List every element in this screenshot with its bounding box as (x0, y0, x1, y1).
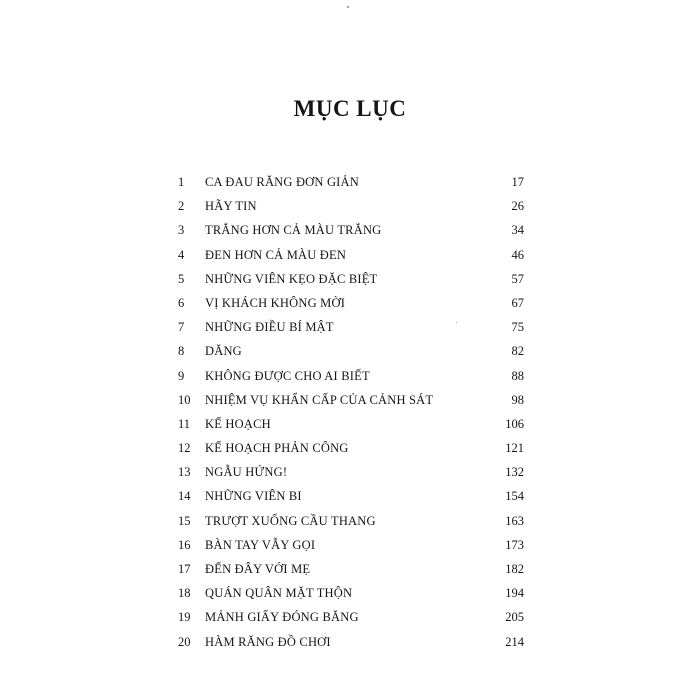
toc-entry (174, 315, 526, 339)
page-number: 67 (511, 295, 524, 310)
toc-entry (174, 509, 526, 533)
toc-entry (174, 194, 526, 218)
page-number: 98 (511, 392, 524, 407)
toc-entry (174, 218, 526, 242)
chapter-title: NHỮNG VIÊN KẸO ĐẶC BIỆT (205, 271, 378, 286)
chapter-title: NHIỆM VỤ KHẨN CẤP CỦA CẢNH SÁT (205, 392, 434, 407)
chapter-title: NHỮNG VIÊN BI (205, 489, 302, 504)
toc-entry (174, 267, 526, 291)
page-number: 88 (511, 368, 524, 383)
toc-entry (174, 291, 526, 315)
toc-entry (174, 581, 526, 605)
page-number: 154 (505, 489, 524, 504)
table-of-contents (174, 170, 526, 654)
chapter-title: CA ĐAU RĂNG ĐƠN GIẢN (205, 175, 359, 189)
page-number: 121 (505, 441, 524, 456)
page-number: 214 (505, 634, 524, 649)
chapter-number: 11 (178, 416, 191, 431)
chapter-title: QUÁN QUÂN MẶT THỘN (205, 586, 353, 601)
toc-entry (174, 484, 526, 508)
toc-entry (174, 533, 526, 557)
chapter-title: DĂNG (205, 344, 242, 359)
chapter-number: 5 (178, 271, 185, 286)
chapter-title: TRƯỢT XUỐNG CẦU THANG (205, 513, 376, 528)
chapter-number: 3 (178, 223, 185, 238)
toc-entry (174, 339, 526, 363)
chapter-title: KẾ HOẠCH PHẢN CÔNG (205, 441, 349, 456)
page-number: 17 (511, 175, 524, 189)
page-number: 182 (505, 562, 524, 576)
toc-entry (174, 388, 526, 412)
chapter-number: 12 (178, 441, 191, 456)
chapter-title: TRẮNG HƠN CẢ MÀU TRẮNG (205, 223, 382, 238)
chapter-number: 2 (178, 199, 185, 214)
page-number: 82 (511, 344, 524, 359)
page-number: 46 (511, 247, 524, 262)
page-number: 106 (505, 416, 524, 431)
chapter-number: 7 (178, 320, 185, 335)
toc-entry (174, 557, 526, 581)
chapter-title: NGẪU HỨNG! (205, 465, 288, 480)
toc-entry (174, 412, 526, 436)
chapter-number: 13 (178, 465, 191, 480)
chapter-title: VỊ KHÁCH KHÔNG MỜI (205, 295, 346, 310)
page-number: 26 (511, 199, 524, 214)
chapter-number: 6 (178, 295, 185, 310)
page-number: 75 (511, 320, 524, 335)
chapter-number: 17 (178, 562, 191, 576)
chapter-title: BÀN TAY VẪY GỌI (205, 537, 316, 552)
page-number: 34 (511, 223, 524, 238)
page-number: 163 (505, 513, 524, 528)
chapter-number: 10 (178, 392, 191, 407)
chapter-title: MẢNH GIẤY ĐÓNG BĂNG (205, 610, 359, 625)
chapter-title: HÃY TIN (205, 199, 257, 214)
chapter-title: KHÔNG ĐƯỢC CHO AI BIẾT (205, 368, 370, 383)
toc-entry (174, 630, 526, 654)
toc-entry (174, 460, 526, 484)
chapter-number: 14 (178, 489, 191, 504)
chapter-title: ĐẾN ĐÂY VỚI MẸ (205, 562, 311, 576)
page-number: 132 (505, 465, 524, 480)
page-number: 57 (511, 271, 524, 286)
chapter-number: 1 (178, 175, 185, 189)
page-title: MỤC LỤC (293, 96, 407, 121)
chapter-number: 8 (178, 344, 185, 359)
chapter-number: 4 (178, 247, 185, 262)
chapter-title: NHỮNG ĐIỀU BÍ MẬT (205, 320, 334, 335)
chapter-number: 19 (178, 610, 191, 625)
toc-entry (174, 436, 526, 460)
page-number: 205 (505, 610, 524, 625)
chapter-number: 18 (178, 586, 191, 601)
chapter-number: 9 (178, 368, 185, 383)
toc-entry (174, 364, 526, 388)
toc-entry (174, 605, 526, 629)
page-number: 173 (505, 537, 524, 552)
chapter-number: 16 (178, 537, 191, 552)
chapter-number: 15 (178, 513, 191, 528)
chapter-title: ĐEN HƠN CẢ MÀU ĐEN (205, 247, 347, 262)
toc-entry (174, 243, 526, 267)
page-number: 194 (505, 586, 524, 601)
print-speck (347, 6, 349, 8)
chapter-number: 20 (178, 634, 191, 649)
chapter-title: HÀM RĂNG ĐỒ CHƠI (205, 634, 331, 649)
chapter-title: KẾ HOẠCH (205, 416, 271, 431)
toc-entry (174, 170, 526, 194)
